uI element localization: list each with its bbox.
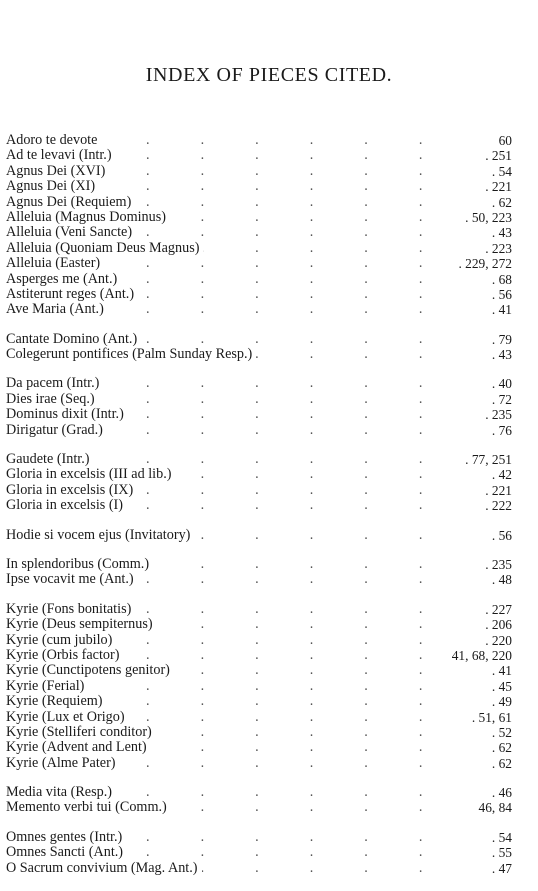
entry-page-numbers: . 46 (488, 785, 512, 800)
dot-leader (146, 423, 452, 438)
dot-leader (146, 179, 452, 194)
entry-page-numbers: . 62 (488, 740, 512, 755)
dot-leader (146, 830, 452, 845)
index-group (6, 602, 512, 771)
entry-title: Alleluia (Easter) (6, 256, 104, 271)
entry-page-numbers: . 56 (488, 528, 512, 543)
index-entry (6, 148, 512, 163)
entry-title: Gloria in excelsis (I) (6, 498, 127, 513)
entry-title: Alleluia (Veni Sancte) (6, 225, 136, 240)
dot-leader (146, 164, 452, 179)
index-entry (6, 498, 512, 513)
entry-title: Kyrie (Alme Pater) (6, 756, 120, 771)
dot-leader (146, 498, 452, 513)
index-entry (6, 710, 512, 725)
index-entry (6, 756, 512, 771)
entry-page-numbers: . 52 (488, 725, 512, 740)
index-group (6, 452, 512, 514)
index-group (6, 376, 512, 438)
entry-page-numbers: . 251 (481, 148, 512, 163)
entry-page-numbers: . 56 (488, 287, 512, 302)
entry-title: Kyrie (Fons bonitatis) (6, 602, 135, 617)
index-group (6, 332, 512, 363)
dot-leader (146, 287, 452, 302)
entry-page-numbers: . 77, 251 (461, 452, 512, 467)
dot-leader (146, 694, 452, 709)
dot-leader (146, 467, 452, 482)
index-entry (6, 241, 512, 256)
entry-page-numbers: . 220 (481, 633, 512, 648)
dot-leader (146, 785, 452, 800)
entry-title: Agnus Dei (Requiem) (6, 195, 135, 210)
entry-page-numbers: . 235 (481, 557, 512, 572)
index-entry (6, 602, 512, 617)
index-entry (6, 452, 512, 467)
index-entry (6, 210, 512, 225)
entry-page-numbers: . 68 (488, 272, 512, 287)
index-entry (6, 347, 512, 362)
entry-page-numbers: . 49 (488, 694, 512, 709)
entry-title: Kyrie (cum jubilo) (6, 633, 116, 648)
index-entry (6, 572, 512, 587)
entry-page-numbers: . 62 (488, 195, 512, 210)
index-entry (6, 376, 512, 391)
entry-page-numbers: 60 (495, 133, 512, 148)
index-entry (6, 557, 512, 572)
entry-page-numbers: . 221 (481, 483, 512, 498)
index-entry (6, 633, 512, 648)
entry-page-numbers: . 43 (488, 225, 512, 240)
dot-leader (146, 633, 452, 648)
entry-title: Ave Maria (Ant.) (6, 302, 108, 317)
index-entry (6, 164, 512, 179)
entry-page-numbers: . 227 (481, 602, 512, 617)
index-entry (6, 679, 512, 694)
dot-leader (146, 392, 452, 407)
index-list (6, 133, 512, 890)
index-entry (6, 617, 512, 632)
dot-leader (146, 452, 452, 467)
entry-page-numbers: 46, 84 (475, 800, 512, 815)
entry-title: Kyrie (Advent and Lent) (6, 740, 151, 755)
entry-title: Agnus Dei (XVI) (6, 164, 109, 179)
page-title: INDEX OF PIECES CITED. (145, 64, 393, 86)
dot-leader (146, 800, 452, 815)
dot-leader (146, 740, 452, 755)
dot-leader (146, 483, 452, 498)
dot-leader (146, 195, 452, 210)
entry-page-numbers: . 50, 223 (461, 210, 512, 225)
index-entry (6, 740, 512, 755)
index-entry (6, 423, 512, 438)
index-entry (6, 287, 512, 302)
entry-page-numbers: . 41 (488, 663, 512, 678)
entry-page-numbers: . 47 (488, 861, 512, 876)
index-entry (6, 302, 512, 317)
entry-title: Colegerunt pontifices (Palm Sunday Resp.) (6, 347, 256, 362)
dot-leader (146, 679, 452, 694)
dot-leader (146, 302, 452, 317)
entry-title: O Sacrum convivium (Mag. Ant.) (6, 861, 202, 876)
dot-leader (146, 725, 452, 740)
entry-title: Alleluia (Magnus Dominus) (6, 210, 170, 225)
index-entry (6, 225, 512, 240)
dot-leader (146, 133, 452, 148)
entry-title: Astiterunt reges (Ant.) (6, 287, 138, 302)
dot-leader (146, 225, 452, 240)
entry-page-numbers: 41, 68, 220 (448, 648, 512, 663)
entry-title: Omnes gentes (Intr.) (6, 830, 126, 845)
entry-title: Cantate Domino (Ant.) (6, 332, 141, 347)
entry-title: Memento verbi tui (Comm.) (6, 800, 171, 815)
entry-page-numbers: . 222 (481, 498, 512, 513)
entry-title: Da pacem (Intr.) (6, 376, 103, 391)
index-entry (6, 467, 512, 482)
entry-page-numbers: . 55 (488, 845, 512, 860)
entry-title: Dies irae (Seq.) (6, 392, 99, 407)
dot-leader (146, 602, 452, 617)
entry-title: Alleluia (Quoniam Deus Magnus) (6, 241, 203, 256)
entry-title: Adoro te devote (6, 133, 101, 148)
index-group (6, 785, 512, 816)
entry-title: Gloria in excelsis (IX) (6, 483, 137, 498)
entry-title: Omnes Sancti (Ant.) (6, 845, 127, 860)
index-entry (6, 694, 512, 709)
index-entry (6, 861, 512, 876)
entry-page-numbers: . 41 (488, 302, 512, 317)
dot-leader (146, 332, 452, 347)
entry-page-numbers: . 51, 61 (468, 710, 512, 725)
entry-page-numbers: . 76 (488, 423, 512, 438)
dot-leader (146, 210, 452, 225)
entry-page-numbers: . 223 (481, 241, 512, 256)
index-entry (6, 179, 512, 194)
dot-leader (146, 256, 452, 271)
dot-leader (146, 376, 452, 391)
index-entry (6, 800, 512, 815)
entry-page-numbers: . 42 (488, 467, 512, 482)
entry-page-numbers: . 235 (481, 407, 512, 422)
index-entry (6, 256, 512, 271)
index-entry (6, 332, 512, 347)
entry-title: Kyrie (Stelliferi conditor) (6, 725, 156, 740)
entry-title: Hodie si vocem ejus (Invitatory) (6, 528, 194, 543)
index-group (6, 830, 512, 876)
entry-title: Asperges me (Ant.) (6, 272, 121, 287)
dot-leader (146, 407, 452, 422)
entry-title: Ipse vocavit me (Ant.) (6, 572, 138, 587)
index-entry (6, 725, 512, 740)
entry-page-numbers: . 229, 272 (454, 256, 512, 271)
dot-leader (146, 663, 452, 678)
dot-leader (146, 148, 452, 163)
entry-title: Kyrie (Orbis factor) (6, 648, 123, 663)
entry-title: Kyrie (Ferial) (6, 679, 88, 694)
index-group (6, 528, 512, 543)
index-entry (6, 483, 512, 498)
index-entry (6, 392, 512, 407)
entry-page-numbers: . 45 (488, 679, 512, 694)
entry-page-numbers: . 206 (481, 617, 512, 632)
index-entry (6, 272, 512, 287)
index-entry (6, 663, 512, 678)
entry-title: Gloria in excelsis (III ad lib.) (6, 467, 175, 482)
dot-leader (146, 272, 452, 287)
entry-title: Kyrie (Cunctipotens genitor) (6, 663, 174, 678)
entry-title: Dirigatur (Grad.) (6, 423, 107, 438)
dot-leader (146, 648, 452, 663)
entry-title: Agnus Dei (XI) (6, 179, 99, 194)
entry-title: Ad te levavi (Intr.) (6, 148, 116, 163)
entry-page-numbers: . 54 (488, 164, 512, 179)
index-entry (6, 133, 512, 148)
entry-title: Kyrie (Lux et Origo) (6, 710, 129, 725)
entry-page-numbers: . 72 (488, 392, 512, 407)
entry-title: Kyrie (Deus sempiternus) (6, 617, 157, 632)
entry-page-numbers: . 79 (488, 332, 512, 347)
dot-leader (146, 710, 452, 725)
index-entry (6, 528, 512, 543)
entry-page-numbers: . 62 (488, 756, 512, 771)
dot-leader (146, 845, 452, 860)
entry-title: Media vita (Resp.) (6, 785, 116, 800)
entry-title: Kyrie (Requiem) (6, 694, 107, 709)
dot-leader (146, 756, 452, 771)
dot-leader (146, 557, 452, 572)
dot-leader (146, 617, 452, 632)
entry-page-numbers: . 40 (488, 376, 512, 391)
dot-leader (146, 572, 452, 587)
index-entry (6, 648, 512, 663)
entry-page-numbers: . 54 (488, 830, 512, 845)
entry-title: Gaudete (Intr.) (6, 452, 94, 467)
index-entry (6, 830, 512, 845)
entry-page-numbers: . 221 (481, 179, 512, 194)
entry-title: In splendoribus (Comm.) (6, 557, 153, 572)
entry-title: Dominus dixit (Intr.) (6, 407, 128, 422)
index-group (6, 557, 512, 588)
index-entry (6, 845, 512, 860)
entry-page-numbers: . 43 (488, 347, 512, 362)
index-entry (6, 785, 512, 800)
index-entry (6, 195, 512, 210)
index-entry (6, 407, 512, 422)
index-group (6, 133, 512, 318)
entry-page-numbers: . 48 (488, 572, 512, 587)
